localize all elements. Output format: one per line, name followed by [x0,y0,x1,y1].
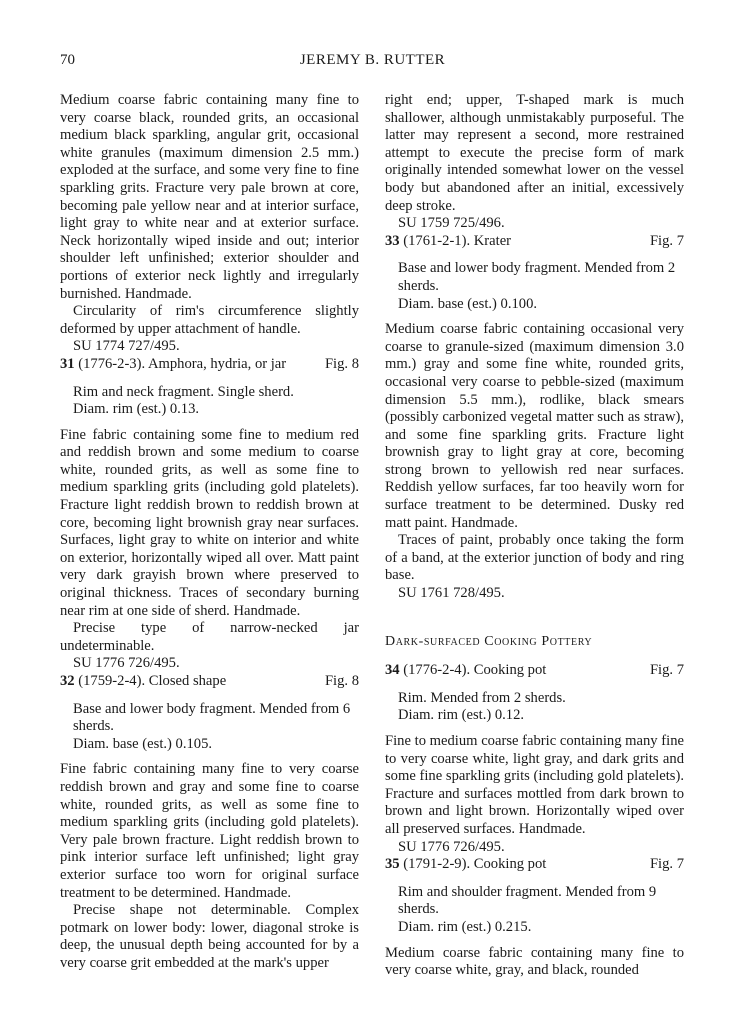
figure-ref: Fig. 7 [649,856,684,873]
fabric-paragraph: Fine fabric containing many fine to very coarse reddish brown and gray and some fine to coarse white, rounded grits, as well as some fine to medium sparkling grits (including gold platelets). Very pale brown fracture. Light reddish brown to pink interior surface left unfinished; light gray exterior surface too worn for original surface treatment to be determined. Handmade. [60,761,359,901]
figure-ref: Fig. 7 [649,232,684,249]
fabric-paragraph: Medium coarse fabric containing many fine to very coarse white, gray, and black, rounded [385,944,684,979]
entry-dimensions: Diam. rim (est.) 0.12. [398,707,525,724]
note-paragraph-32-continued: right end; upper, T-shaped mark is much shallower, although unmistakably purposeful. The latter may represent a second, more restrained attempt to execute the precise form of mark originally intended somewhat lower on the vessel body but abandoned after an initial, excessively deep stroke. [385,92,684,214]
entry-title: (1776-2-3). Amphora, hydria, or jar [74,355,287,372]
fabric-paragraph: Fine to medium coarse fabric containing many fine to very coarse white, light gray, and dark grits and some fine sparkling grits (including gold platelets). Fracture and surfaces mottled from dark brown to brown and light brown. Horizontally wiped over all preserved surfaces. Handmade. [385,733,684,837]
note-paragraph: Precise shape not determinable. Complex potmark on lower body: lower, diagonal stroke is deep, the unusual depth being accounted for by a very coarse grit embedded at the mark's upper [60,902,359,971]
entry-number: 32 [60,673,75,689]
running-head: JEREMY B. RUTTER [299,52,446,68]
entry-heading-35 [385,856,684,874]
entry-description: Base and lower body fragment. Mended from 2 sherds. [398,260,676,294]
fabric-paragraph-30: Medium coarse fabric containing many fine to very coarse black, rounded grits, an occasional medium black sparkling, angular grit, occasional white granules (maximum dimension 2.5 mm.) exploded at the surface, and some very fine to fine sparkling grits. Fracture very pale brown at core, becoming pale yellow near and at interior surface, light gray to white near and at exterior surface. Neck horizontally wiped inside and out; interior shoulder left unfinished; exterior shoulder and portions of exterior neck lightly and irregularly burnished. Handmade. [60,92,359,302]
page-number: 70 [60,52,75,68]
entry-heading-34 [385,662,684,680]
entry-number: 34 [385,662,400,679]
entry-dimensions: Diam. rim (est.) 0.13. [73,401,200,418]
page-header [60,52,685,76]
right-column [385,92,684,980]
entry-description: Rim. Mended from 2 sherds. [398,689,566,706]
catalog-ref: SU 1776 726/495. [73,655,180,672]
entry-number: 33 [385,232,400,249]
entry-title: (1776-2-4). Cooking pot [399,662,547,679]
entry-dimensions: Diam. base (est.) 0.100. [398,295,538,312]
figure-ref: Fig. 8 [324,355,359,372]
figure-ref: Fig. 8 [324,673,359,689]
catalog-ref-32: SU 1759 725/496. [398,215,505,232]
figure-ref: Fig. 7 [649,662,684,679]
entry-heading-32 [60,673,359,691]
entry-title: (1759-2-4). Closed shape [74,673,227,689]
catalog-ref: SU 1761 728/495. [398,585,505,602]
entry-heading-31 [60,356,359,374]
section-heading: Dark-surfaced Cooking Pottery [385,633,593,649]
fabric-paragraph: Fine fabric containing some fine to medium red and reddish brown and some medium to coarse white, rounded grits, as well as some fine to medium sparkling grits (including gold platelets). Fracture light reddish brown to reddish brown at core, becoming light brownish gray near surfaces. Surfaces, light gray to white on interior and white on exterior, horizontally wiped all over. Matt paint very dark grayish brown where preserved to original thickness. Traces of secondary burning near rim at one side of sherd. Handmade. [60,426,359,619]
entry-description: Base and lower body fragment. Mended from 6 sherds. [73,700,351,735]
catalog-ref-30: SU 1774 727/495. [73,338,180,355]
left-column [60,92,359,973]
entry-dimensions: Diam. rim (est.) 0.215. [398,918,532,935]
entry-number: 35 [385,856,400,873]
catalog-entry-35 [385,856,684,980]
catalog-ref: SU 1776 726/495. [398,838,505,855]
catalog-entry-33 [385,233,684,603]
catalog-entry-34 [385,662,684,856]
note-paragraph: Precise type of narrow-necked jar undeterminable. [60,620,359,654]
entry-number: 31 [60,355,75,372]
catalog-entry-32 [60,673,359,973]
entry-title: (1791-2-9). Cooking pot [399,856,547,873]
catalog-entry-31 [60,356,359,673]
entry-dimensions: Diam. base (est.) 0.105. [73,735,213,752]
entry-description: Rim and shoulder fragment. Mended from 9 sherds. [398,883,657,918]
entry-title: (1761-2-1). Krater [399,232,512,249]
note-paragraph-30: Circularity of rim's circumference slightly deformed by upper attachment of handle. [60,303,359,337]
entry-heading-33 [385,233,684,251]
entry-description: Rim and neck fragment. Single sherd. [73,383,294,400]
note-paragraph: Traces of paint, probably once taking the form of a band, at the exterior junction of body and ring base. [385,532,684,584]
fabric-paragraph: Medium coarse fabric containing occasional very coarse to granule-sized (maximum dimension 3.0 mm.) gray and some fine white, rounded grits, occasional very coarse to pebble-sized (maximum dimension 5.5 mm.), rodlike, black smears (possibly carbonized vegetal matter such as straw), and some fine sparkling grits. Fracture light brownish gray to light gray at core, becoming strong brown to yellowish red near surfaces. Reddish yellow surfaces, far too heavily worn for surface treatment to be determined. Dusky red matt paint. Handmade. [385,321,684,531]
